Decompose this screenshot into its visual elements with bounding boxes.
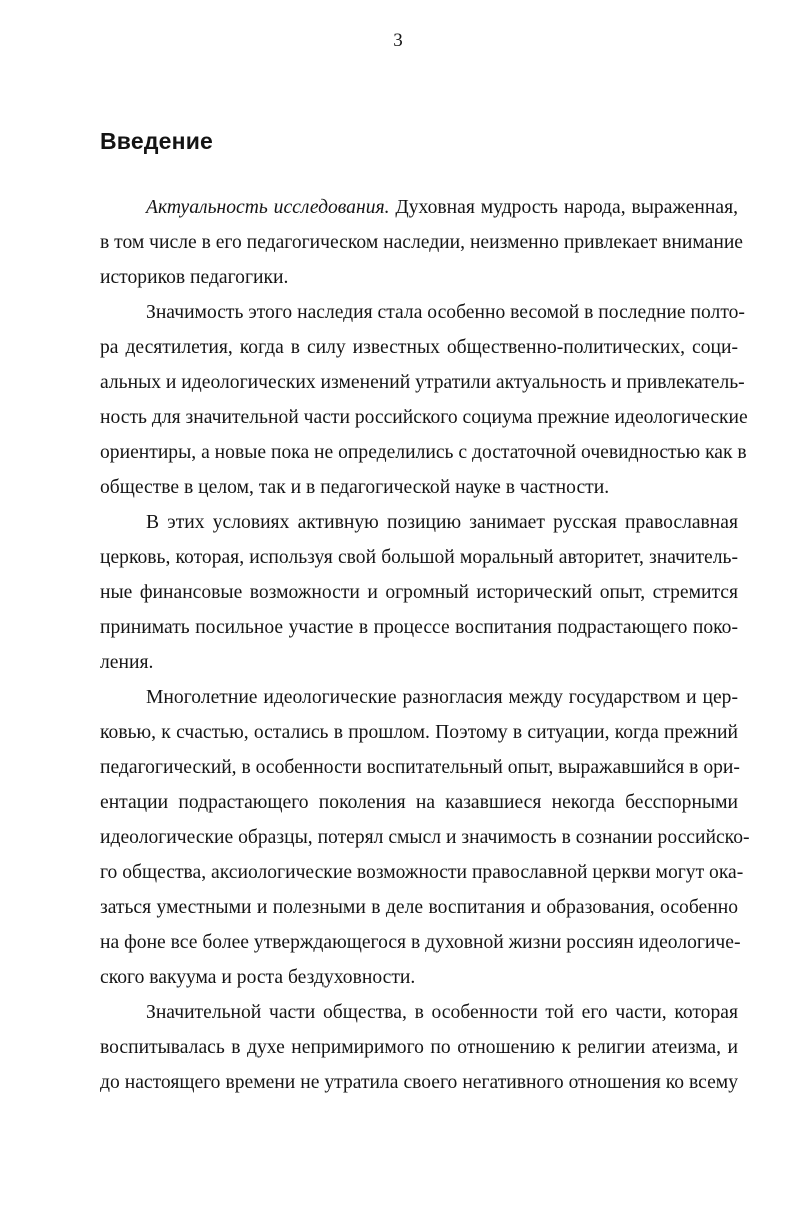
italic-lead: Актуальность исследования. bbox=[146, 197, 390, 218]
paragraph-line: заться уместными и полезными в деле воспитания и образования, особенно bbox=[100, 897, 738, 918]
paragraph-line: принимать посильное участие в процессе воспитания подрастающего поко- bbox=[100, 617, 738, 638]
page-title: Введение bbox=[100, 128, 214, 154]
paragraph-line: Многолетние идеологические разногласия между государством и цер- bbox=[146, 687, 738, 708]
paragraph-line: ковью, к счастью, остались в прошлом. Поэтому в ситуации, когда прежний bbox=[100, 722, 738, 743]
paragraph-line: ность для значительной части российского социума прежние идеологические bbox=[100, 407, 748, 428]
paragraph-line: до настоящего времени не утратила своего негативного отношения ко всему bbox=[100, 1072, 738, 1093]
paragraph-line: го общества, аксиологические возможности православной церкви могут ока- bbox=[100, 862, 744, 883]
paragraph-line: церковь, которая, используя свой большой моральный авторитет, значитель- bbox=[100, 547, 738, 568]
paragraph-line: идеологические образцы, потерял смысл и значимость в сознании российско- bbox=[100, 827, 750, 848]
paragraph-line: педагогический, в особенности воспитательный опыт, выражавшийся в ори- bbox=[100, 757, 740, 778]
paragraph-line: ные финансовые возможности и огромный исторический опыт, стремится bbox=[100, 582, 738, 603]
paragraph-line: в том числе в его педагогическом наследии, неизменно привлекает внимание bbox=[100, 232, 744, 253]
paragraph-line: альных и идеологических изменений утратили актуальность и привлекатель- bbox=[100, 372, 745, 393]
paragraph-line: ского вакуума и роста бездуховности. bbox=[100, 967, 416, 988]
paragraph-line: ентации подрастающего поколения на казавшиеся некогда бесспорными bbox=[100, 792, 738, 813]
paragraph-line: историков педагогики. bbox=[100, 267, 289, 288]
page-number: 3 bbox=[393, 30, 403, 51]
paragraph-line: В этих условиях активную позицию занимает русская православная bbox=[146, 512, 738, 533]
paragraph-line bbox=[146, 196, 738, 220]
paragraph-line: на фоне все более утверждающегося в духовной жизни россиян идеологиче- bbox=[100, 932, 741, 953]
paragraph-line: ра десятилетия, когда в силу известных общественно-политических, соци- bbox=[100, 337, 738, 358]
paragraph-line: ориентиры, а новые пока не определились с достаточной очевидностью как в bbox=[100, 442, 747, 463]
paragraph-line: Значимость этого наследия стала особенно весомой в последние полто- bbox=[146, 302, 745, 323]
paragraph-line: ления. bbox=[100, 652, 154, 673]
paragraph-line: Значительной части общества, в особенности той его части, которая bbox=[146, 1002, 738, 1023]
line-text: Духовная мудрость народа, выраженная, bbox=[389, 197, 738, 218]
paragraph-line: обществе в целом, так и в педагогической науке в частности. bbox=[100, 477, 610, 498]
paragraph-line: воспитывалась в духе непримиримого по отношению к религии атеизма, и bbox=[100, 1037, 738, 1058]
